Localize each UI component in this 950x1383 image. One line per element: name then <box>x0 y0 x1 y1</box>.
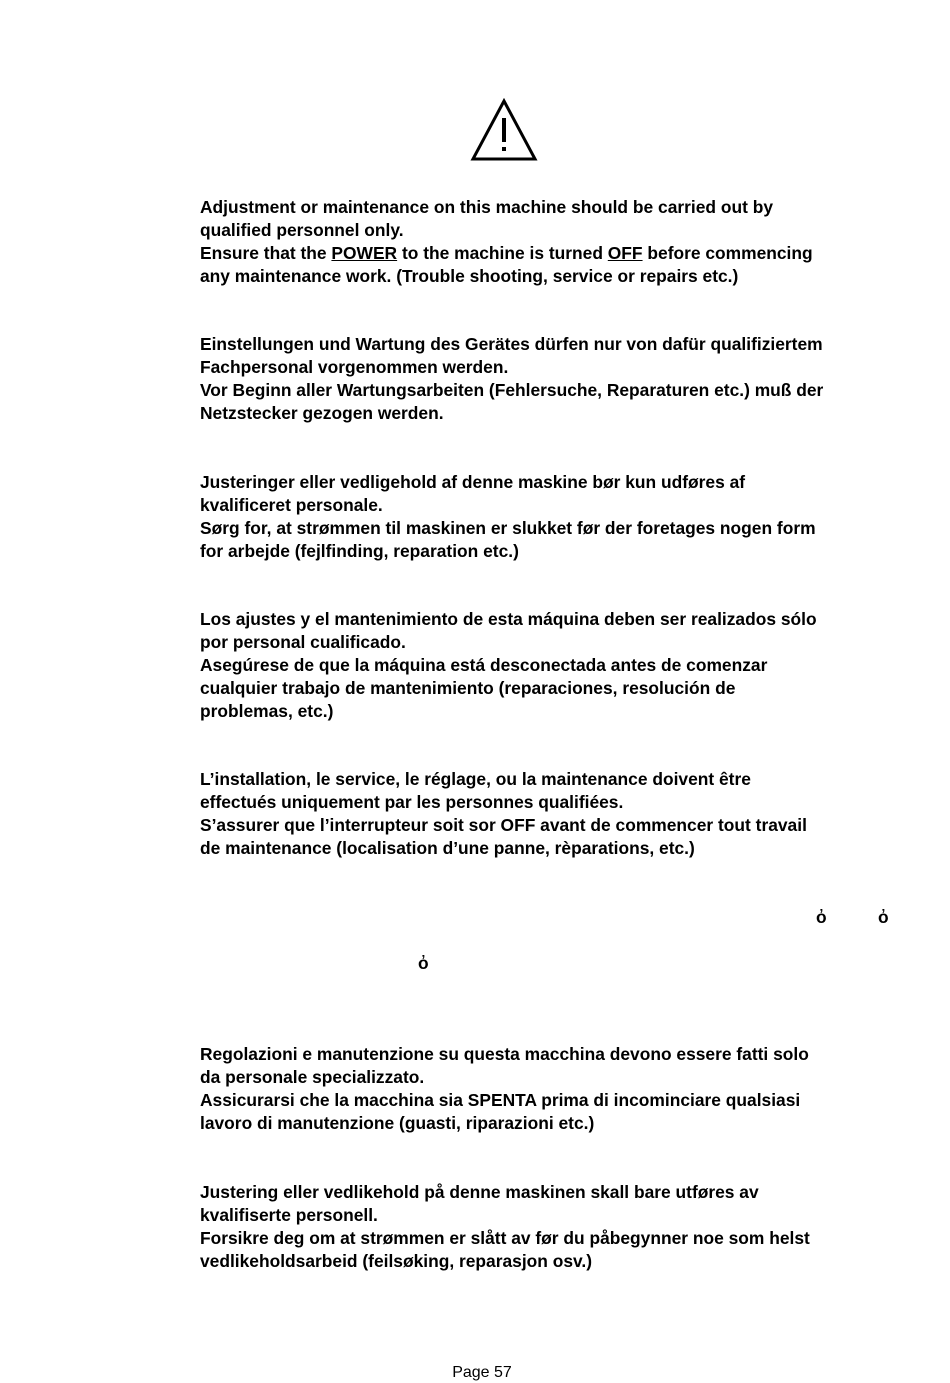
italian-line-1: Regolazioni e manutenzione su questa macchina devono essere fatti solo <box>200 1044 809 1064</box>
spanish-line-4: cualquier trabajo de mantenimiento (reparaciones, resolución de <box>200 678 736 698</box>
warning-triangle-icon <box>470 98 538 162</box>
french-warning <box>200 768 900 860</box>
danish-line-2: kvalificeret personale. <box>200 495 383 515</box>
norwegian-line-4: vedlikeholdsarbeid (feilsøking, reparasjon osv.) <box>200 1251 593 1271</box>
italian-line-2: da personale specializzato. <box>200 1067 425 1087</box>
spanish-line-1: Los ajustes y el mantenimiento de esta máquina deben ser realizados sólo <box>200 609 817 629</box>
german-warning <box>200 333 900 425</box>
page-number: Page 57 <box>452 1364 512 1381</box>
french-line-2: effectués uniquement par les personnes qualifiées. <box>200 792 624 812</box>
spanish-line-2: por personal cualificado. <box>200 632 406 652</box>
norwegian-warning <box>200 1181 900 1273</box>
english-line-2: qualified personnel only. <box>200 220 404 240</box>
danish-line-1: Justeringer eller vedligehold af denne maskine bør kun udføres af <box>200 472 746 492</box>
greek-glyph-2: ὀ <box>878 907 889 927</box>
off-word: OFF <box>607 243 643 263</box>
italian-warning <box>200 1043 900 1135</box>
english-line-1: Adjustment or maintenance on this machine should be carried out by <box>200 197 774 217</box>
power-word: POWER <box>331 243 398 263</box>
danish-line-4: for arbejde (fejlfinding, reparation etc.) <box>200 541 519 561</box>
italian-line-4: lavoro di manutenzione (guasti, riparazioni etc.) <box>200 1113 595 1133</box>
norwegian-line-3: Forsikre deg om at strømmen er slått av før du påbegynner noe som helst <box>200 1228 810 1248</box>
spanish-warning <box>200 608 900 723</box>
spanish-line-5: problemas, etc.) <box>200 701 334 721</box>
french-line-3: S’assurer que l’interrupteur soit sor OFF avant de commencer tout travail <box>200 815 807 835</box>
italian-line-3: Assicurarsi che la macchina sia SPENTA prima di incominciare qualsiasi <box>200 1090 801 1110</box>
greek-glyph-3: ὀ <box>418 953 429 973</box>
english-line-3: Ensure that the POWER to the machine is turned OFF before commencing <box>200 243 813 263</box>
german-line-2: Fachpersonal vorgenommen werden. <box>200 357 509 377</box>
danish-line-3: Sørg for, at strømmen til maskinen er slukket før der foretages nogen form <box>200 518 816 538</box>
english-line-4: any maintenance work. (Trouble shooting, service or repairs etc.) <box>200 266 739 286</box>
german-line-1: Einstellungen und Wartung des Gerätes dürfen nur von dafür qualifiziertem <box>200 334 823 354</box>
greek-glyph-1: ὀ <box>816 907 827 927</box>
danish-warning <box>200 471 900 563</box>
french-line-1: L’installation, le service, le réglage, ou la maintenance doivent être <box>200 769 751 789</box>
french-line-4: de maintenance (localisation d’une panne, rèparations, etc.) <box>200 838 695 858</box>
norwegian-line-1: Justering eller vedlikehold på denne maskinen skall bare utføres av <box>200 1182 759 1202</box>
german-line-3: Vor Beginn aller Wartungsarbeiten (Fehlersuche, Reparaturen etc.) muß der <box>200 380 824 400</box>
german-line-4: Netzstecker gezogen werden. <box>200 403 444 423</box>
norwegian-line-2: kvalifiserte personell. <box>200 1205 378 1225</box>
spanish-line-3: Asegúrese de que la máquina está desconectada antes de comenzar <box>200 655 768 675</box>
english-warning <box>200 196 900 288</box>
